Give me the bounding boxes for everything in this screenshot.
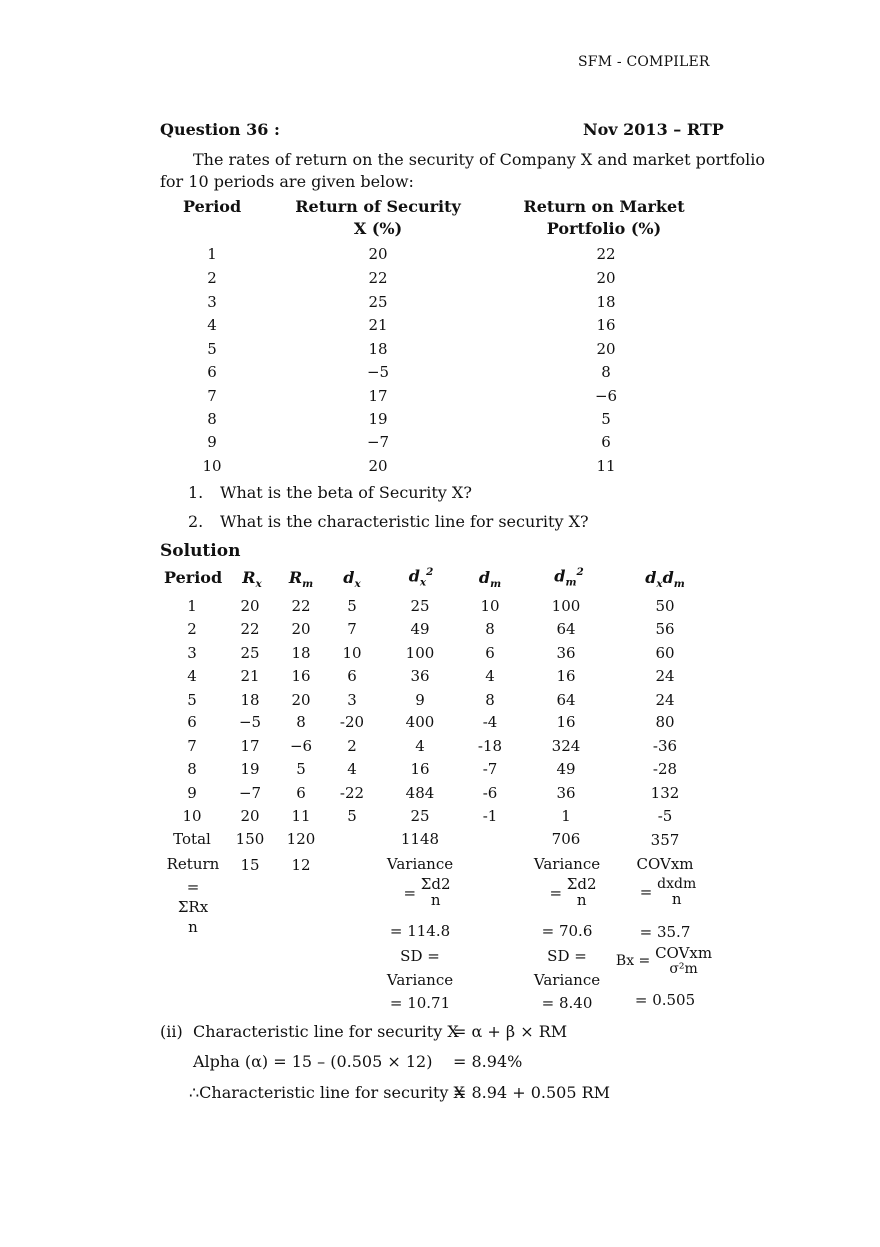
sd-m-label: SD = [547,947,587,965]
t1-cell: 18 [596,293,616,311]
t2-header-rx-main: R [242,568,256,587]
t2-header-dx2-sub: x [419,576,427,589]
question-label: Question 36 : [160,120,280,139]
t2-cell: −6 [289,737,313,755]
t2-cell: 17 [240,737,260,755]
return-den: n [188,918,198,936]
t2-cell: 64 [556,620,576,638]
t2-header-rm [281,568,321,590]
t2-cell: -36 [652,737,678,755]
t1-cell: 17 [368,387,388,405]
variance-x-den: n [430,890,441,909]
t2-cell: 10 [342,644,362,662]
t2-header-rm-main: R [288,568,303,587]
t1-cell: 16 [596,316,616,334]
t2-total-rm: 120 [286,830,316,848]
sd-m-variance: Variance [533,971,601,989]
part2-line1-right: = α + β × RM [453,1022,568,1041]
t2-cell: 80 [655,713,675,731]
t1-header-security-line1: Return of Security [295,197,461,216]
t2-cell: 49 [556,760,576,778]
t2-cell: 1 [187,597,197,615]
beta-fraction [655,946,712,976]
t2-header-dx2-main: d [408,566,420,586]
t1-header-market [504,197,704,238]
variance-m-label: Variance [533,855,601,873]
beta-label: Bx = [615,953,651,970]
part2-line1-left: Characteristic line for security X [193,1022,459,1041]
return-rm: 12 [291,856,311,874]
t1-cell: 2 [207,269,217,287]
t2-cell: 36 [556,784,576,802]
t2-cell: 6 [296,784,306,802]
t2-cell: -7 [482,760,498,778]
cov-den: n [671,889,682,908]
t2-cell: 16 [291,667,311,685]
t2-cell: 56 [655,620,675,638]
question-1-num: 1. [188,483,204,502]
t1-cell: 22 [368,269,388,287]
t2-total-dxdm: 357 [650,831,680,849]
t2-header-dm2 [544,566,594,589]
t2-cell: 24 [655,691,675,709]
t2-cell: 10 [182,807,202,825]
t2-cell: 20 [291,620,311,638]
variance-m-num: Σd2 [566,875,597,893]
question-1-text: What is the beta of Security X? [220,483,472,502]
return-num: ΣRx [177,898,209,916]
t2-cell: 18 [291,644,311,662]
question-source: Nov 2013 – RTP [583,120,724,139]
t2-cell: 22 [240,620,260,638]
sd-x-value: = 10.71 [389,994,451,1012]
t2-cell: 6 [187,713,197,731]
t1-cell: 18 [368,340,388,358]
t2-cell: 20 [240,597,260,615]
t2-cell: 11 [291,807,311,825]
t1-cell: 19 [368,410,388,428]
t1-cell: 6 [601,433,611,451]
intro-line-1: The rates of return on the security of Company X and market portfolio [193,150,765,169]
t1-header-period: Period [183,197,242,216]
t1-cell: 4 [207,316,217,334]
t1-cell: 8 [601,363,611,381]
t1-cell: 7 [207,387,217,405]
t2-cell: 4 [485,667,495,685]
cov-eq: = [639,883,653,902]
t1-cell: 21 [368,316,388,334]
t2-total-dx2: 1148 [400,830,440,848]
beta-value: = 0.505 [634,991,696,1009]
part2-line3-right: = 8.94 + 0.505 RM [453,1083,611,1102]
beta-num: COVxm [655,944,713,962]
t2-cell: 4 [347,760,357,778]
t2-cell: 4 [187,667,197,685]
t2-header-dx-main: d [343,568,355,587]
t1-cell: −6 [594,387,618,405]
t2-header-period: Period [164,568,223,587]
t2-cell: 2 [187,620,197,638]
t2-cell: 5 [296,760,306,778]
t2-header-dxdm-d1: d [645,568,657,587]
t2-header-dxdm-d2: d [662,568,674,587]
t1-cell: 20 [596,340,616,358]
t1-cell: 20 [596,269,616,287]
beta-den: σ²m [669,960,698,977]
t2-cell: 25 [410,597,430,615]
variance-m-formula [538,877,608,909]
t2-cell: 324 [551,737,581,755]
t2-cell: 9 [187,784,197,802]
return-label: Return [166,855,220,873]
t2-cell: 64 [556,691,576,709]
t2-cell: −7 [238,784,262,802]
t2-total-label: Total [173,830,211,848]
t2-cell: 10 [480,597,500,615]
variance-x-eq: = [403,883,417,902]
t2-header-dm2-sup: 2 [576,566,584,578]
t1-cell: 25 [368,293,388,311]
t2-cell: 36 [556,644,576,662]
t1-header-market-line1: Return on Market [523,197,685,216]
t2-header-dxdm [634,568,696,590]
t2-cell: -28 [652,760,678,778]
t2-header-dx2-sup: 2 [426,566,434,578]
t2-cell: 16 [410,760,430,778]
t2-cell: 21 [240,667,260,685]
sd-x-label: SD = [400,947,440,965]
t2-cell: 25 [240,644,260,662]
t2-header-dxdm-sub1: x [656,578,663,591]
t2-cell: 49 [410,620,430,638]
beta-formula [612,946,716,976]
t1-header-market-line2: Portfolio (%) [546,219,662,238]
t2-header-rx [232,568,272,590]
t1-cell: 1 [207,245,217,263]
t2-cell: 7 [187,737,197,755]
t2-total-rx: 150 [235,830,265,848]
t2-cell: -22 [339,784,365,802]
variance-m-eq: = [549,883,563,902]
t2-cell: 8 [485,691,495,709]
t2-header-rx-sub: x [255,578,262,591]
t2-cell: 6 [347,667,357,685]
t2-cell: 4 [415,737,425,755]
t2-cell: 5 [187,691,197,709]
t2-cell: 20 [291,691,311,709]
t2-cell: 16 [556,713,576,731]
t2-cell: 9 [415,691,425,709]
return-rx: 15 [240,856,260,874]
t2-cell: 2 [347,737,357,755]
part2-line2-left: Alpha (α) = 15 – (0.505 × 12) [193,1052,433,1071]
t1-cell: 11 [596,457,616,475]
t2-cell: 3 [347,691,357,709]
variance-x-num: Σd2 [420,875,451,893]
cov-num: dxdm [657,876,697,892]
t2-cell: 25 [410,807,430,825]
t2-cell: -20 [339,713,365,731]
t2-cell: 8 [187,760,197,778]
t2-cell: 8 [485,620,495,638]
t1-cell: 10 [202,457,222,475]
cov-value: = 35.7 [639,923,691,941]
page-header: SFM - COMPILER [578,54,710,70]
t2-cell: −5 [238,713,262,731]
t2-header-dm-main: d [478,568,491,587]
t1-header-security-line2: X (%) [353,219,403,238]
t1-cell: 9 [207,433,217,451]
cov-formula [628,877,708,907]
t2-header-dx-sub: x [354,578,361,591]
t1-cell: 6 [207,363,217,381]
question-2-text: What is the characteristic line for security X? [220,512,589,531]
t2-cell: 7 [347,620,357,638]
t2-cell: 22 [291,597,311,615]
t2-header-dm2-main: d [554,566,566,586]
t2-cell: 3 [187,644,197,662]
t2-cell: 60 [655,644,675,662]
variance-m-fraction [567,877,597,909]
solution-heading: Solution [160,541,241,561]
t2-cell: 100 [551,597,581,615]
t1-cell: −7 [366,433,390,451]
variance-x-fraction [421,877,451,909]
t2-header-dm2-sub: m [565,576,577,589]
sd-m-value: = 8.40 [541,994,593,1012]
t2-header-rm-sub: m [302,578,314,591]
part2-line3-left: ∴Characteristic line for security X [189,1083,465,1102]
t2-cell: 20 [240,807,260,825]
t2-cell: 18 [240,691,260,709]
part2-line2-right: = 8.94% [453,1052,523,1071]
t2-header-dx2 [398,566,444,589]
return-eq: = [186,878,200,896]
t2-cell: 100 [405,644,435,662]
sd-x-variance: Variance [386,971,454,989]
t1-cell: 20 [368,245,388,263]
t2-header-dxdm-sub2: m [673,578,685,591]
t2-cell: -4 [482,713,498,731]
variance-x-label: Variance [386,855,454,873]
t2-cell: 400 [405,713,435,731]
t2-cell: -1 [482,807,498,825]
t1-cell: 20 [368,457,388,475]
t2-cell: 1 [561,807,571,825]
t2-cell: 36 [410,667,430,685]
t2-cell: 6 [485,644,495,662]
t2-cell: 19 [240,760,260,778]
t2-total-dm2: 706 [551,830,581,848]
variance-m-value: = 70.6 [541,922,593,940]
t2-header-dm-sub: m [490,578,502,591]
t2-header-dx [332,568,372,590]
t1-cell: 3 [207,293,217,311]
t1-cell: 5 [601,410,611,428]
t1-cell: −5 [366,363,390,381]
question-2-num: 2. [188,512,204,531]
t2-cell: 24 [655,667,675,685]
t2-cell: 484 [405,784,435,802]
intro-line-2: for 10 periods are given below: [160,172,414,191]
t2-cell: -5 [657,807,673,825]
variance-m-den: n [576,890,587,909]
variance-x-value: = 114.8 [389,922,451,940]
t2-cell: -18 [477,737,503,755]
t2-cell: 50 [655,597,675,615]
t1-cell: 5 [207,340,217,358]
t2-cell: 5 [347,597,357,615]
t2-cell: 8 [296,713,306,731]
t1-cell: 22 [596,245,616,263]
t2-cell: 16 [556,667,576,685]
t2-cell: -6 [482,784,498,802]
part2-label: (ii) [160,1022,183,1041]
t2-cell: 5 [347,807,357,825]
t2-cell: 132 [650,784,680,802]
t1-cell: 8 [207,410,217,428]
t2-header-dm [470,568,510,590]
t1-header-security [278,197,478,238]
variance-x-formula [392,877,462,909]
cov-label: COVxm [636,855,694,873]
cov-fraction [657,877,696,907]
